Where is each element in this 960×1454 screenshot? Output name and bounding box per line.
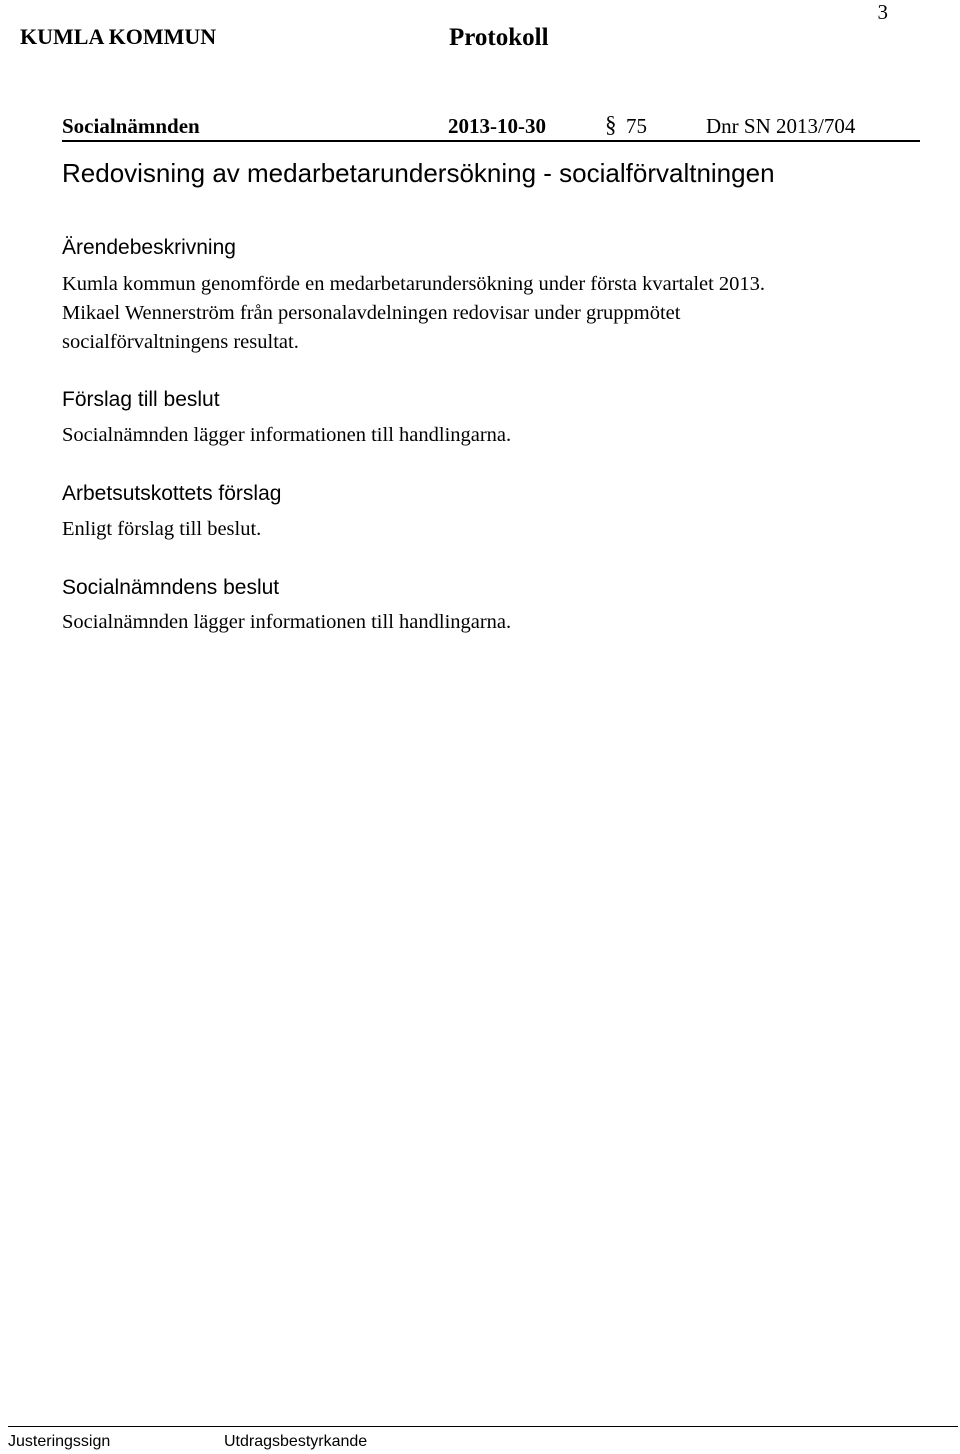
description-line: socialförvaltningens resultat. <box>62 331 299 353</box>
proposal-text: Socialnämnden lägger informationen till handlingarna. <box>62 424 512 446</box>
footer-signature-label: Justeringssign <box>8 1433 111 1450</box>
municipality-name: KUMLA KOMMUN <box>20 24 217 49</box>
footer-divider <box>8 1426 958 1427</box>
page-number: 3 <box>877 0 888 24</box>
footer-certification-label: Utdragsbestyrkande <box>224 1433 368 1450</box>
section-heading-decision: Socialnämndens beslut <box>62 576 280 599</box>
paragraph-number: 75 <box>626 114 647 138</box>
committee-proposal-text: Enligt förslag till beslut. <box>62 518 262 540</box>
header-divider <box>62 140 920 142</box>
section-heading-description: Ärendebeskrivning <box>62 236 236 259</box>
description-line: Kumla kommun genomförde en medarbetarundersökning under första kvartalet 2013. <box>62 273 766 295</box>
section-heading-committee-proposal: Arbetsutskottets förslag <box>62 482 282 505</box>
case-number: Dnr SN 2013/704 <box>706 114 856 138</box>
document-type: Protokoll <box>449 24 549 51</box>
meeting-date: 2013-10-30 <box>448 114 546 138</box>
paragraph-sign: § <box>605 112 617 137</box>
description-line: Mikael Wennerström från personalavdelningen redovisar under gruppmötet <box>62 302 681 324</box>
committee-name: Socialnämnden <box>62 114 200 138</box>
decision-text: Socialnämnden lägger informationen till handlingarna. <box>62 611 512 633</box>
case-title: Redovisning av medarbetarundersökning - socialförvaltningen <box>62 158 775 188</box>
section-heading-proposal: Förslag till beslut <box>62 388 220 411</box>
